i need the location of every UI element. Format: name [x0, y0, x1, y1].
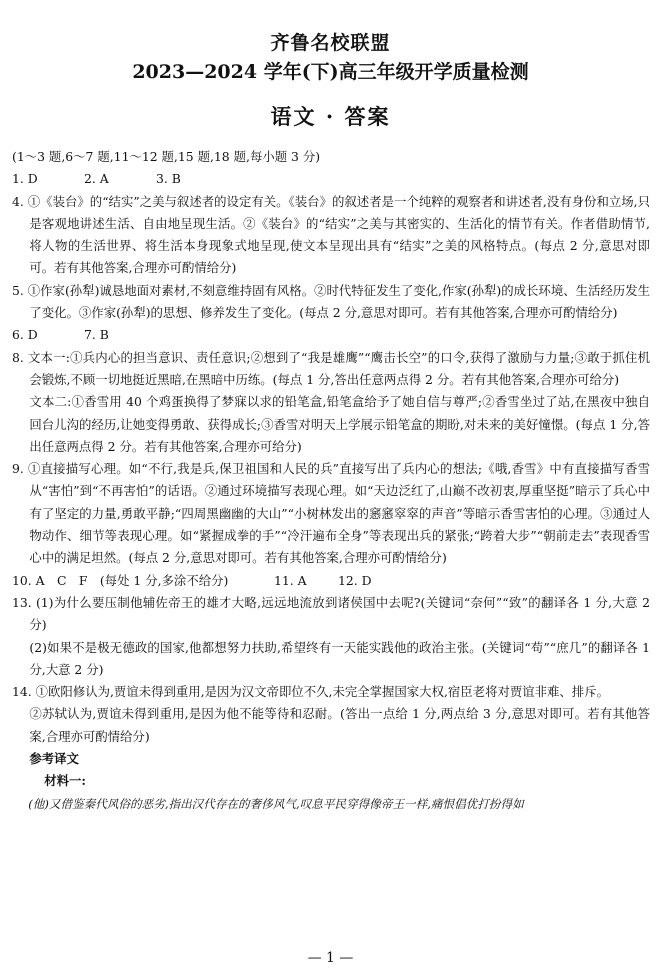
answer-body: [12, 146, 650, 815]
answers-1-3: [12, 168, 650, 190]
answer-3: 3. B: [156, 171, 181, 187]
answer-13-1: 13. (1)为什么要压制他辅佐帝王的雄才大略,远远地流放到诸侯国中去呢?(关键词“奈何”“致”的翻译各 1 分,大意 2 分): [12, 594, 650, 633]
answer-1: 1. D: [12, 171, 38, 187]
material-heading: 材料一:: [44, 773, 86, 789]
answer-2: 2. A: [84, 171, 109, 187]
answer-8-text1: 8. 文本一:①兵内心的担当意识、责任意识;②想到了“我是雄鹰”“鹰击长空”的口令,获得了激励与力量;③敢于抓住机会锻炼,不顾一切地挺近黑暗,在黑暗中历练。(每点 1 分,答出任意两点得 2 分。若有其他答案,合理亦可给分): [12, 349, 650, 387]
answer-8-text2: 文本二:①香雪用 40 个鸡蛋换得了梦寐以求的铅笔盒,铅笔盒给予了她自信与尊严;②香雪坐过了站,在黑夜中独自回台儿沟的经历,让她变得勇敢、获得成长;③香雪对明天上学展示铅笔盒的期盼,对未来的美好憧憬。(每点 1 分,答出任意两点得 2 分。若有其他答案,合理亦可给分): [29, 394, 650, 454]
answer-12: 12. D: [338, 572, 372, 588]
answer-10: 10. A C F (每处 1 分,多涂不给分): [12, 572, 229, 588]
answer-13-2: (2)如果不是极无德政的国家,他都想努力扶助,希望终有一天能实践他的政治主张。(关键词“苟”“庶几”的翻译各 1 分,大意 2 分): [29, 639, 650, 677]
answers-10-12: [12, 570, 650, 592]
subject-title: 语文 · 答案: [270, 104, 391, 129]
answer-5: 5. ①作家(孙犁)诚恳地面对素材,不刻意维持固有风格。②时代特征发生了变化,作家(孙犁)的成长环境、生活经历发生了变化。③作家(孙犁)的思想、修养发生了变化。(每点 2 分,意思对即可。若有其他答案,合理亦可酌情给分): [12, 282, 650, 321]
answer-11: 11. A: [274, 572, 307, 588]
page-number: — 1 —: [307, 950, 354, 966]
answer-14-1: 14. ①欧阳修认为,贾谊未得到重用,是因为汉文帝即位不久,未完全掌握国家大权,宿臣老将对贾谊非难、排斥。: [12, 684, 609, 700]
league-title: 齐鲁名校联盟: [270, 32, 391, 54]
material-text: (他)又借鉴秦代风俗的恶劣,指出汉代存在的奢侈风气,叹息平民穿得像帝王一样,痛恨倡优打扮得如: [28, 796, 524, 811]
answer-6: 6. D: [12, 327, 38, 343]
answer-7: 7. B: [84, 327, 109, 343]
answer-4: 4. ①《装台》的“结实”之美与叙述者的设定有关。《装台》的叙述者是一个纯粹的观察者和讲述者,没有身份和立场,只是客观地讲述生活、自由地呈现生活。②《装台》的“结实”之美与其密实的、生活化的情节有关。作者借助情节,将人物的生活世界、将生活本身现象式地呈现,使文本呈现出具有“结实”之美的风格特点。(每点 2 分,意思对即可。若有其他答案,合理亦可酌情给分): [12, 193, 650, 276]
answer-9: 9. ①直接描写心理。如“不行,我是兵,保卫祖国和人民的兵”直接写出了兵内心的想法;《哦,香雪》中有直接描写香雪从“害怕”到“不再害怕”的话语。②通过环境描写表现心理。如“天边泛红了,山巅不改初衷,厚重坚挺”暗示了兵心中有了坚定的力量,勇敢平静;“四周黑幽幽的大山”“小树林发出的窸窸窣窣的声音”等暗示香雪害怕的心理。③通过人物动作、细节等表现心理。如“紧握成拳的手”“冷汗遍布全身”等表现出兵的紧张;“跨着大步”“朝前走去”表现香雪心中的满足坦然。(每点 2 分,意思对即可。若有其他答案,合理亦可酌情给分): [12, 461, 650, 566]
reference-heading: 参考译文: [29, 751, 79, 767]
scoring-note: (1～3 题,6～7 题,11～12 题,15 题,18 题,每小题 3 分): [12, 149, 321, 164]
answer-14-2: ②苏轼认为,贾谊未得到重用,是因为他不能等待和忍耐。(答出一点给 1 分,两点给 3 分,意思对即可。若有其他答案,合理亦可酌情给分): [29, 706, 650, 744]
exam-title: 2023—2024 学年(下)高三年级开学质量检测: [132, 61, 529, 83]
answers-6-7: [12, 324, 650, 346]
